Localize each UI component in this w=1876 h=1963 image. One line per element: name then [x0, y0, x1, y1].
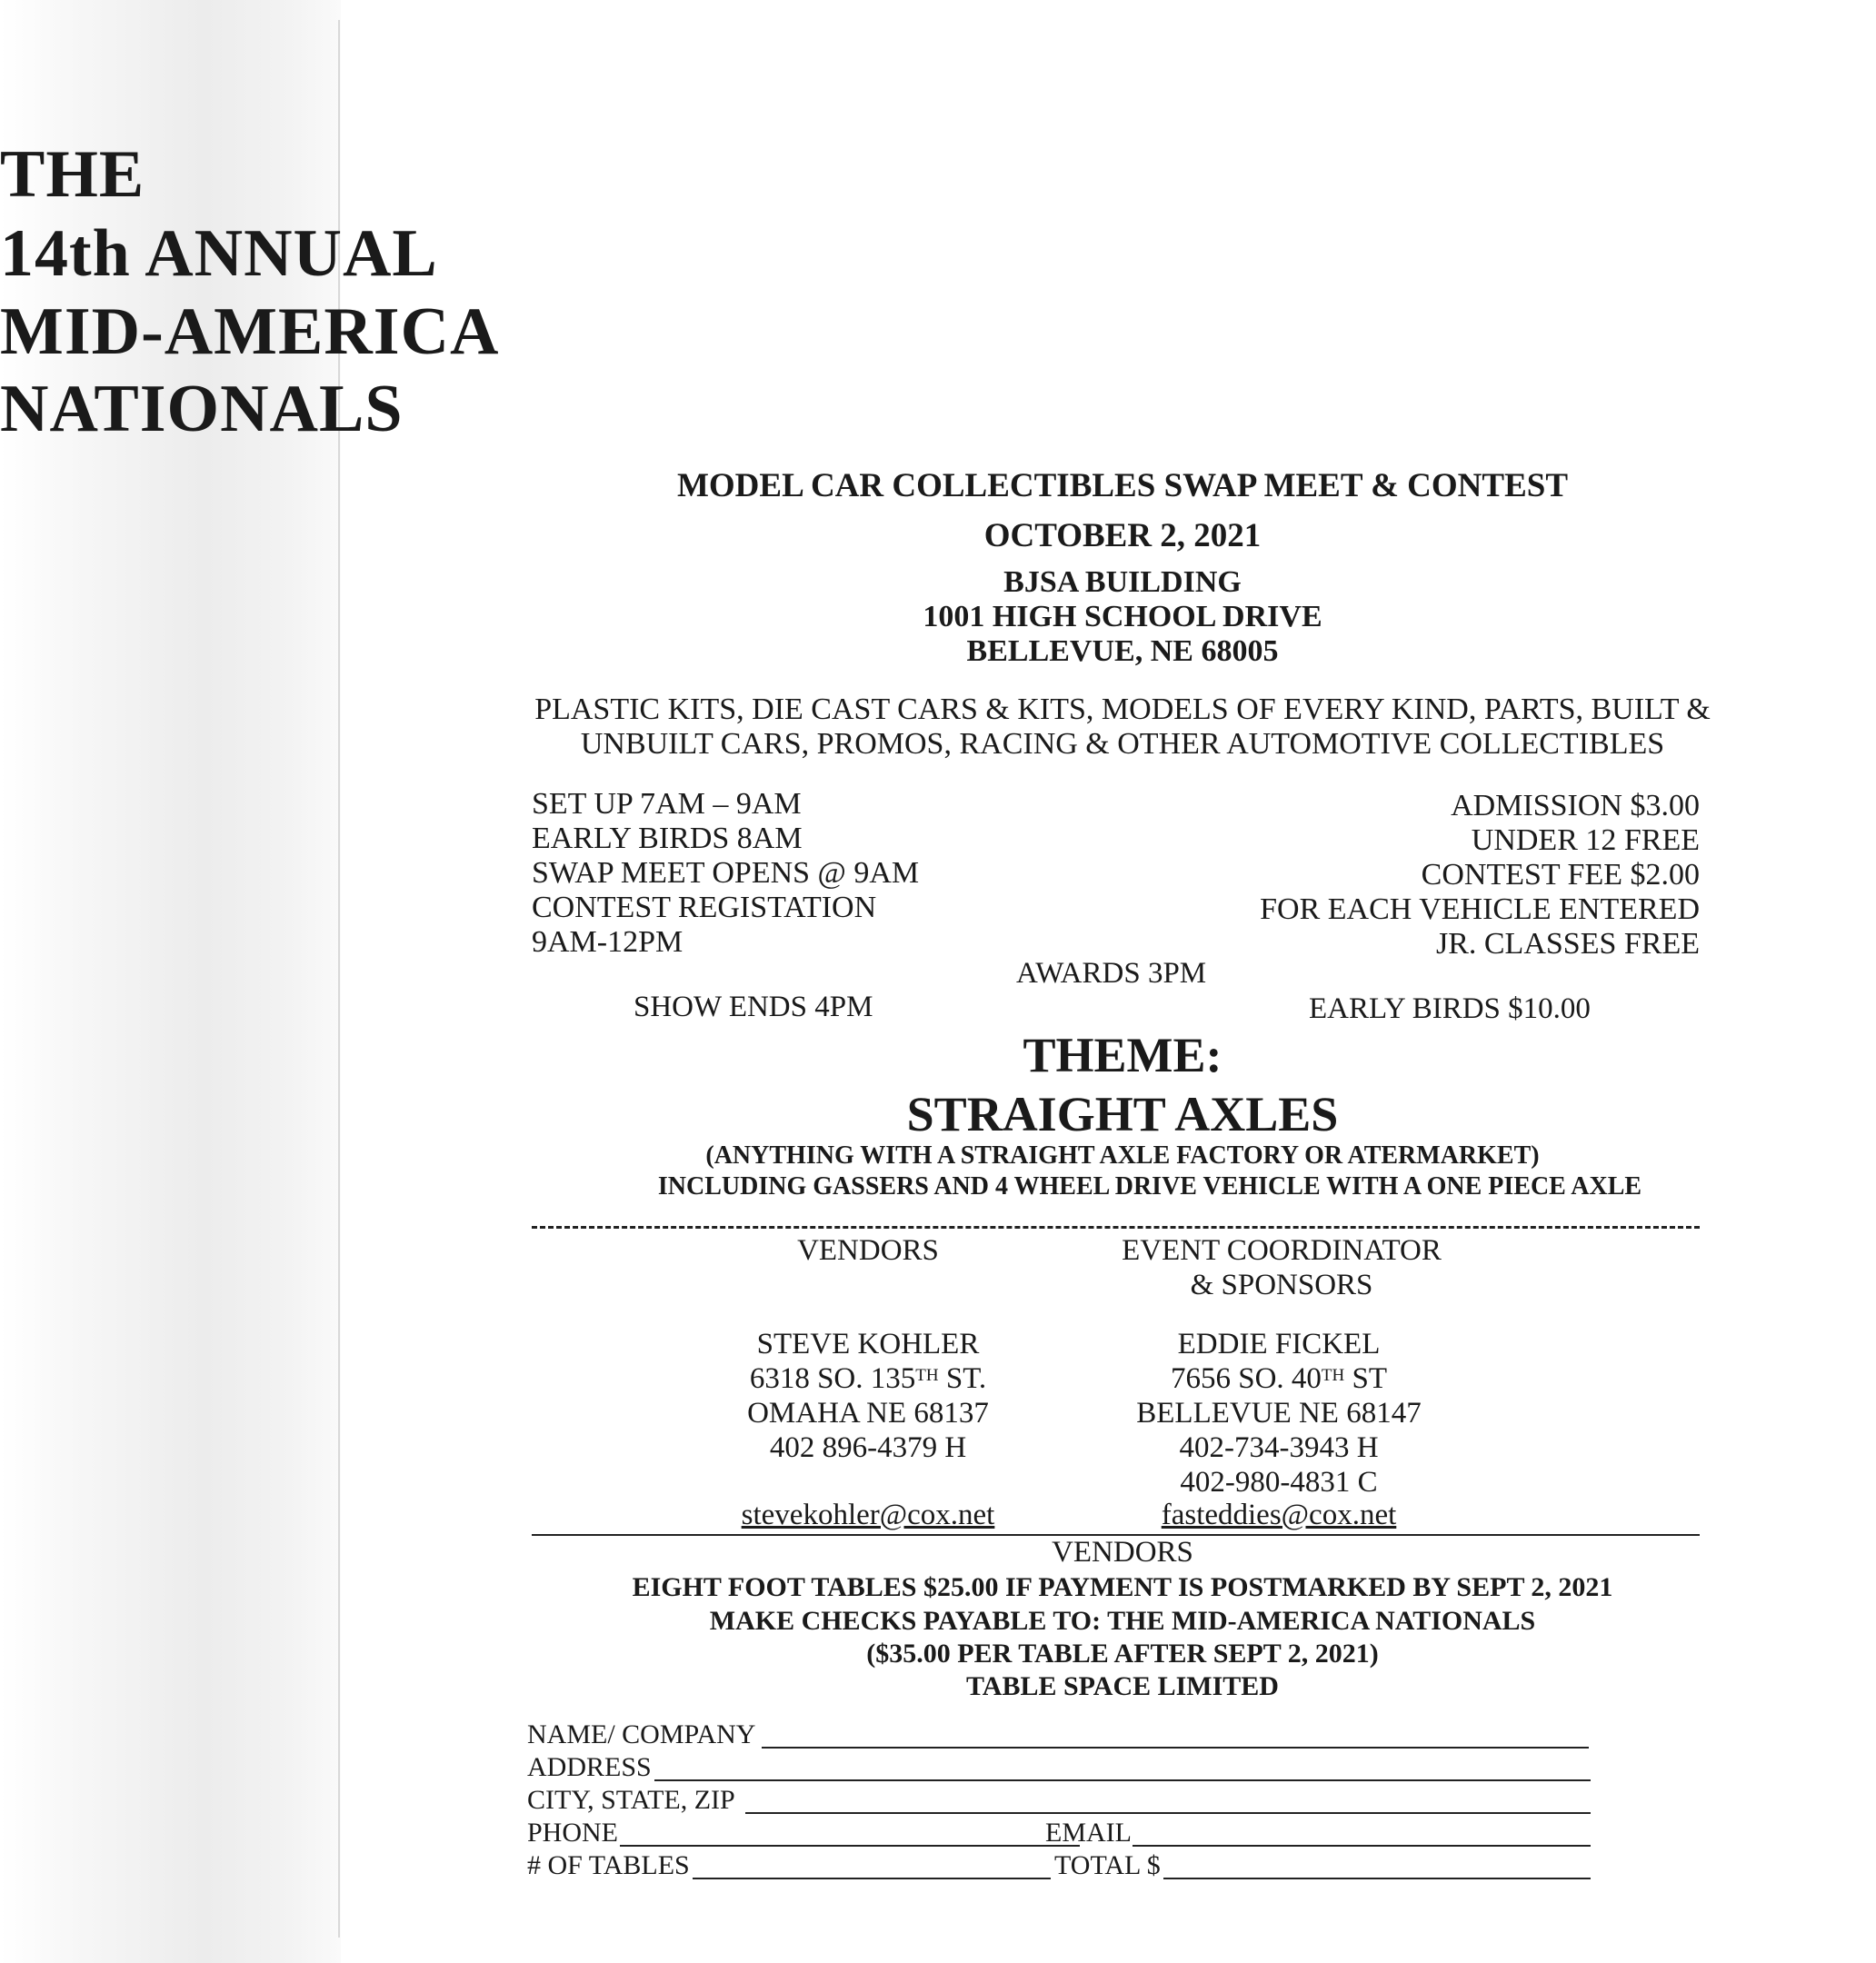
tables-label: # OF TABLES	[527, 1850, 690, 1880]
show-ends: SHOW ENDS 4PM	[634, 991, 873, 1023]
schedule-item: CONTEST REGISTATION	[532, 891, 877, 924]
coordinator-heading-1: EVENT COORDINATOR	[1122, 1234, 1442, 1267]
early-birds-fee: EARLY BIRDS $10.00	[1309, 992, 1591, 1025]
form-row-city	[527, 1785, 1591, 1816]
fee-item: JR. CLASSES FREE	[1435, 927, 1700, 961]
vendor-info-line-4: TABLE SPACE LIMITED	[966, 1671, 1279, 1701]
schedule-item: SWAP MEET OPENS @ 9AM	[532, 856, 920, 890]
tables-input[interactable]	[693, 1878, 1051, 1879]
vendor-info-line-2: MAKE CHECKS PAYABLE TO: THE MID-AMERICA NATIONALS	[709, 1606, 1536, 1636]
form-row-name	[527, 1719, 1591, 1750]
event-subtitle: MODEL CAR COLLECTIBLES SWAP MEET & CONTEST	[676, 467, 1569, 504]
title-the: THE	[0, 137, 145, 212]
coordinator-contact-name: EDDIE FICKEL	[1177, 1328, 1381, 1360]
name-company-label: NAME/ COMPANY	[527, 1719, 756, 1749]
theme-description-1: (ANYTHING WITH A STRAIGHT AXLE FACTORY OR ATERMARKET)	[705, 1141, 1540, 1170]
vendor-contact-phone: 402 896-4379 H	[769, 1431, 967, 1464]
city-state-zip-label: CITY, STATE, ZIP	[527, 1785, 735, 1815]
total-label: TOTAL $	[1054, 1850, 1161, 1880]
schedule-item: 9AM-12PM	[532, 925, 684, 959]
event-date: OCTOBER 2, 2021	[983, 517, 1262, 554]
theme-name: STRAIGHT AXLES	[906, 1087, 1339, 1141]
venue-street: 1001 HIGH SCHOOL DRIVE	[923, 600, 1322, 633]
fee-item: UNDER 12 FREE	[1471, 823, 1700, 857]
vendors-heading: VENDORS	[797, 1234, 939, 1267]
coordinator-contact-phone-cell: 402-980-4831 C	[1180, 1466, 1378, 1499]
vendor-contact-city: OMAHA NE 68137	[747, 1397, 989, 1430]
coordinator-email-link[interactable]: fasteddies@cox.net	[1161, 1499, 1397, 1531]
phone-label: PHONE	[527, 1818, 619, 1848]
vendor-contact-name: STEVE KOHLER	[756, 1328, 980, 1360]
name-company-input[interactable]	[762, 1747, 1589, 1749]
title-nationals: NATIONALS	[0, 372, 404, 446]
awards-time: AWARDS 3PM	[1016, 957, 1207, 990]
form-row-tables-total	[527, 1850, 1591, 1881]
fee-item: FOR EACH VEHICLE ENTERED	[1260, 892, 1700, 926]
email-label: EMAIL	[1045, 1818, 1132, 1848]
fee-item: CONTEST FEE $2.00	[1421, 858, 1700, 892]
city-state-zip-input[interactable]	[745, 1812, 1591, 1814]
phone-input[interactable]	[620, 1845, 1080, 1847]
title-annual: 14th ANNUAL	[0, 216, 438, 291]
coordinator-contact-street: 7656 SO. 40TH ST	[1170, 1362, 1388, 1395]
form-row-address	[527, 1752, 1591, 1783]
theme-label: THEME:	[1023, 1028, 1222, 1082]
items-line-2: UNBUILT CARS, PROMOS, RACING & OTHER AUTOMOTIVE COLLECTIBLES	[580, 727, 1665, 761]
vendor-info-heading: VENDORS	[1052, 1536, 1193, 1569]
items-line-1: PLASTIC KITS, DIE CAST CARS & KITS, MODELS OF EVERY KIND, PARTS, BUILT &	[534, 693, 1711, 726]
dashed-divider	[532, 1226, 1700, 1229]
vendor-contact	[677, 1327, 1059, 1465]
title-mid-america: MID-AMERICA	[0, 294, 500, 369]
schedule-item: EARLY BIRDS 8AM	[532, 822, 803, 855]
coordinator-contact	[1088, 1327, 1470, 1500]
coordinator-contact-city: BELLEVUE NE 68147	[1136, 1397, 1422, 1430]
vendor-info-line-3: ($35.00 PER TABLE AFTER SEPT 2, 2021)	[866, 1639, 1379, 1669]
schedule-list	[532, 787, 919, 960]
venue-name: BJSA BUILDING	[1003, 565, 1242, 599]
coordinator-heading-2: & SPONSORS	[1190, 1269, 1373, 1301]
theme-description-2: INCLUDING GASSERS AND 4 WHEEL DRIVE VEHICLE WITH A ONE PIECE AXLE	[657, 1172, 1642, 1201]
vendor-info-line-1: EIGHT FOOT TABLES $25.00 IF PAYMENT IS POSTMARKED BY SEPT 2, 2021	[632, 1572, 1613, 1602]
address-input[interactable]	[654, 1779, 1591, 1781]
address-label: ADDRESS	[527, 1752, 652, 1782]
coordinator-contact-phone-home: 402-734-3943 H	[1179, 1431, 1379, 1464]
venue-city: BELLEVUE, NE 68005	[966, 634, 1279, 668]
total-input[interactable]	[1163, 1878, 1591, 1879]
schedule-item: SET UP 7AM – 9AM	[532, 787, 802, 821]
email-input[interactable]	[1133, 1845, 1591, 1847]
vendor-contact-street: 6318 SO. 135TH ST.	[749, 1362, 987, 1395]
form-row-phone-email	[527, 1818, 1591, 1848]
fees-list	[1260, 789, 1700, 962]
fee-item: ADMISSION $3.00	[1451, 789, 1700, 822]
vendor-email-link[interactable]: stevekohler@cox.net	[741, 1499, 995, 1531]
